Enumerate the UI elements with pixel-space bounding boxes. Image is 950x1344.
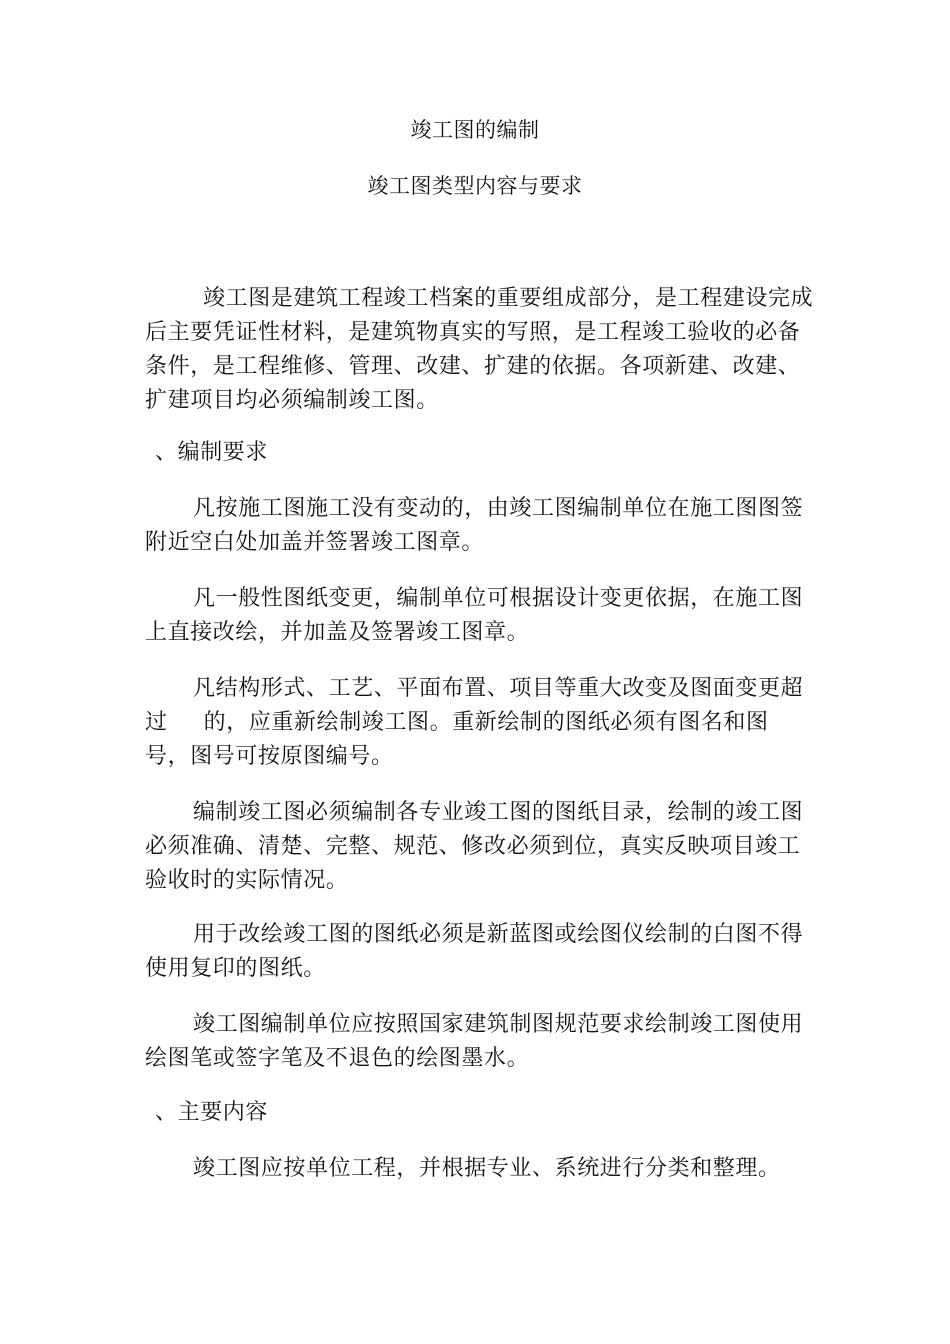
requirement-paragraph-1 xyxy=(145,492,810,560)
paragraph-line: 凡一般性图纸变更，编制单位可根据设计变更依据，在施工图 xyxy=(193,586,804,611)
content-paragraph-1 xyxy=(145,1152,810,1186)
requirement-paragraph-6 xyxy=(145,1008,810,1076)
paragraph-line: 条件，是工程维修、管理、改建、扩建的依据。各项新建、改建、 xyxy=(145,354,801,379)
paragraph-line: 使用复印的图纸。 xyxy=(145,956,326,981)
paragraph-line: 凡结构形式、工艺、平面布置、项目等重大改变及图面变更超 xyxy=(193,676,804,701)
paragraph-line: 编制竣工图必须编制各专业竣工图的图纸目录，绘制的竣工图 xyxy=(193,800,804,825)
requirement-paragraph-5 xyxy=(145,918,810,986)
section-heading-content xyxy=(145,1096,810,1130)
paragraph-line: 必须准确、清楚、完整、规范、修改必须到位，真实反映项目竣工 xyxy=(145,834,801,859)
section-heading-requirements xyxy=(145,436,810,470)
paragraph-line: 上直接改绘，并加盖及签署竣工图章。 xyxy=(145,620,530,645)
paragraph-line: 凡按施工图施工没有变动的，由竣工图编制单位在施工图图签 xyxy=(193,496,804,521)
section-heading: 、编制要求 xyxy=(155,440,269,465)
paragraph-line: 验收时的实际情况。 xyxy=(145,868,349,893)
requirement-paragraph-3 xyxy=(145,672,810,774)
document-title: 竣工图的编制 xyxy=(410,118,540,142)
section-heading: 、主要内容 xyxy=(155,1100,269,1125)
paragraph-fragment: 过 xyxy=(145,710,168,735)
paragraph-line: 扩建项目均必须编制竣工图。 xyxy=(145,388,439,413)
intro-paragraph xyxy=(145,282,814,418)
paragraph-fragment: 的，应重新绘制竣工图。重新绘制的图纸必须有图名和图 xyxy=(203,710,769,735)
paragraph-line xyxy=(145,706,810,740)
paragraph-line: 竣工图编制单位应按照国家建筑制图规范要求绘制竣工图使用 xyxy=(193,1012,804,1037)
requirement-paragraph-4 xyxy=(145,796,810,898)
paragraph-line: 绘图笔或签字笔及不退色的绘图墨水。 xyxy=(145,1046,530,1071)
paragraph-line: 后主要凭证性材料，是建筑物真实的写照，是工程竣工验收的必备 xyxy=(145,320,801,345)
paragraph-line: 附近空白处加盖并签署竣工图章。 xyxy=(145,530,485,555)
paragraph-line: 竣工图是建筑工程竣工档案的重要组成部分，是工程建设完成 xyxy=(203,286,814,311)
paragraph-line: 竣工图应按单位工程，并根据专业、系统进行分类和整理。 xyxy=(193,1156,781,1181)
requirement-paragraph-2 xyxy=(145,582,810,650)
paragraph-line: 号，图号可按原图编号。 xyxy=(145,744,394,769)
document-subtitle: 竣工图类型内容与要求 xyxy=(367,174,583,198)
paragraph-line: 用于改绘竣工图的图纸必须是新蓝图或绘图仪绘制的白图不得 xyxy=(193,922,804,947)
